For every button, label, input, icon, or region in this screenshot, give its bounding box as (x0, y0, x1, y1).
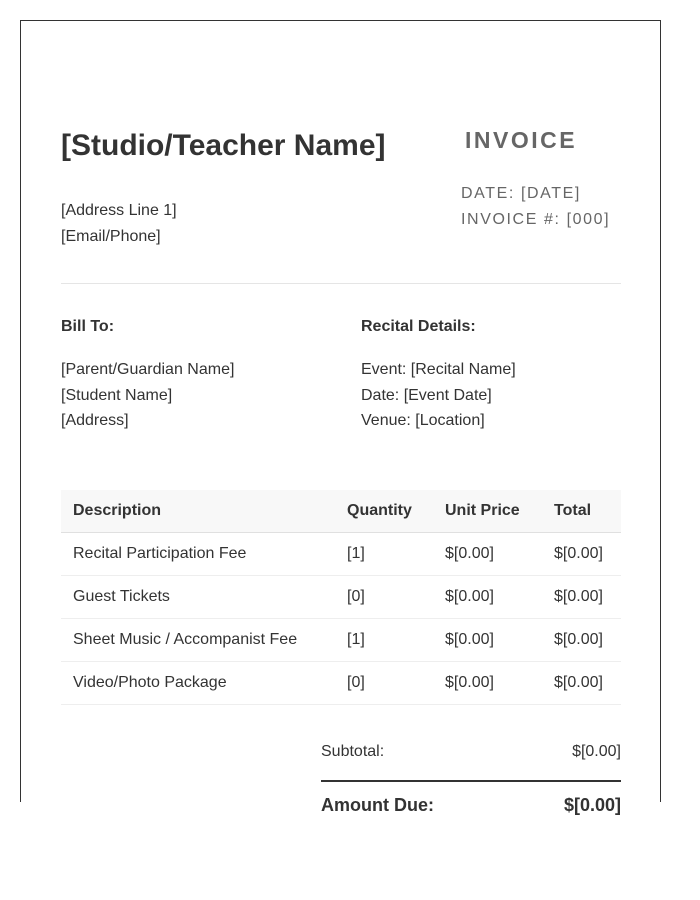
totals-divider (321, 780, 621, 782)
line-items-table (61, 490, 621, 705)
item-description: Video/Photo Package (61, 661, 335, 704)
studio-name: [Studio/Teacher Name] (61, 129, 386, 162)
recital-venue: Venue: [Location] (361, 412, 485, 429)
column-header-quantity: Quantity (335, 490, 433, 532)
column-header-unit-price: Unit Price (433, 490, 542, 532)
item-unit-price: $[0.00] (433, 532, 542, 575)
invoice-date: DATE: [DATE] (461, 185, 581, 202)
item-description: Recital Participation Fee (61, 532, 335, 575)
column-header-description: Description (61, 490, 335, 532)
studio-email-phone: [Email/Phone] (61, 228, 161, 245)
studio-contact (61, 198, 177, 250)
item-total: $[0.00] (542, 532, 621, 575)
header-divider (61, 283, 621, 284)
recital-date: Date: [Event Date] (361, 386, 492, 404)
table-row (61, 618, 621, 661)
invoice-meta (461, 181, 621, 233)
item-unit-price: $[0.00] (433, 575, 542, 618)
recital-details-heading: Recital Details: (361, 318, 476, 335)
item-description: Sheet Music / Accompanist Fee (61, 618, 335, 661)
parent-guardian-name: [Parent/Guardian Name] (61, 361, 235, 378)
totals-section (321, 737, 621, 820)
item-unit-price: $[0.00] (433, 618, 542, 661)
subtotal-row (321, 737, 621, 767)
item-total: $[0.00] (542, 618, 621, 661)
column-header-total: Total (542, 490, 621, 532)
invoice-page (20, 20, 661, 815)
invoice-number: INVOICE #: [000] (461, 211, 611, 228)
recital-details (361, 357, 516, 434)
subtotal-label: Subtotal: (321, 743, 385, 760)
bill-to-heading: Bill To: (61, 318, 115, 335)
table-row (61, 575, 621, 618)
item-quantity: [1] (335, 618, 433, 661)
bill-to-details (61, 357, 234, 434)
item-description: Guest Tickets (61, 575, 335, 618)
recital-event: Event: [Recital Name] (361, 361, 516, 378)
item-unit-price: $[0.00] (433, 661, 542, 704)
item-quantity: [1] (335, 532, 433, 575)
invoice-title: INVOICE (465, 127, 578, 153)
table-row (61, 532, 621, 575)
studio-address-line: [Address Line 1] (61, 202, 177, 219)
item-quantity: [0] (335, 661, 433, 704)
amount-due-row (321, 790, 621, 820)
amount-due-label: Amount Due: (321, 795, 434, 815)
item-total: $[0.00] (542, 661, 621, 704)
bill-to-address: [Address] (61, 412, 129, 429)
student-name: [Student Name] (61, 386, 173, 404)
table-header-row (61, 490, 621, 532)
amount-due-value: $[0.00] (563, 795, 621, 815)
item-quantity: [0] (335, 575, 433, 618)
subtotal-value: $[0.00] (572, 743, 621, 760)
table-row (61, 661, 621, 704)
item-total: $[0.00] (542, 575, 621, 618)
